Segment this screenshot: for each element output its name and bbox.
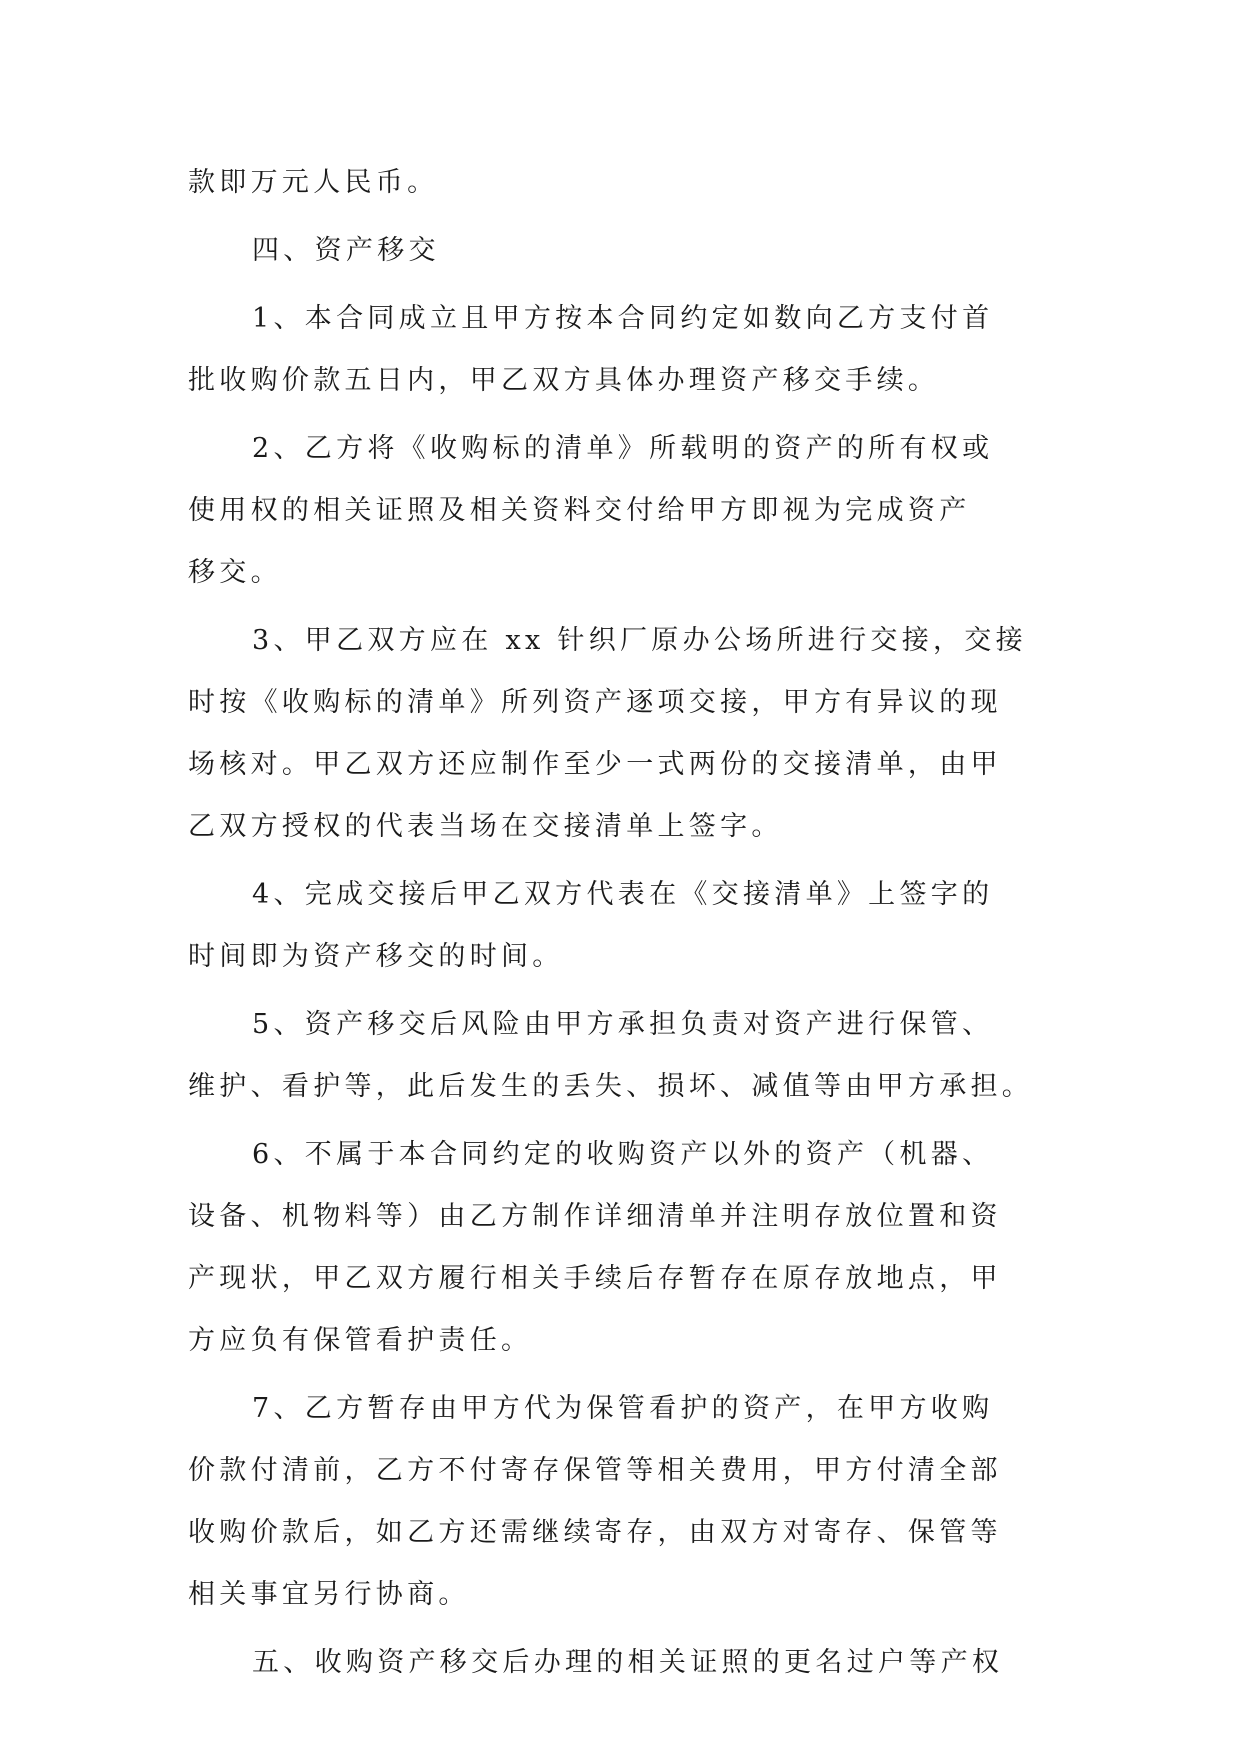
document-body	[188, 152, 1052, 1694]
text-line: 5、资产移交后风险由甲方承担负责对资产进行保管、	[252, 1009, 994, 1040]
text-line: 时间即为资产移交的时间。	[188, 941, 564, 972]
text-line: 6、不属于本合同约定的收购资产以外的资产（机器、	[252, 1139, 994, 1170]
text-line: 收购价款后，如乙方还需继续寄存，由双方对寄存、保管等	[188, 1517, 1002, 1548]
text-line: 1、本合同成立且甲方按本合同约定如数向乙方支付首	[252, 303, 994, 334]
text-line: 设备、机物料等）由乙方制作详细清单并注明存放位置和资	[188, 1201, 1002, 1232]
text-line: 2、乙方将《收购标的清单》所载明的资产的所有权或	[252, 433, 994, 464]
text-line: 使用权的相关证照及相关资料交付给甲方即视为完成资产	[188, 495, 971, 526]
text-line: 相关事宜另行协商。	[188, 1579, 470, 1610]
text-line: 移交。	[188, 557, 282, 588]
text-line: 3、甲乙双方应在 xx 针织厂原办公场所进行交接，交接	[252, 625, 1027, 656]
text-line: 方应负有保管看护责任。	[188, 1325, 533, 1356]
text-line: 乙双方授权的代表当场在交接清单上签字。	[188, 811, 783, 842]
section-heading: 四、资产移交	[252, 235, 440, 266]
text-line: 款即万元人民币。	[188, 167, 439, 198]
text-line: 价款付清前，乙方不付寄存保管等相关费用，甲方付清全部	[188, 1455, 1002, 1486]
section-heading: 五、收购资产移交后办理的相关证照的更名过户等产权	[252, 1647, 1004, 1678]
text-line: 4、完成交接后甲乙双方代表在《交接清单》上签字的	[252, 879, 994, 910]
text-line: 产现状，甲乙双方履行相关手续后存暂存在原存放地点，甲	[188, 1263, 1002, 1294]
text-line: 时按《收购标的清单》所列资产逐项交接，甲方有异议的现	[188, 687, 1002, 718]
text-line: 场核对。甲乙双方还应制作至少一式两份的交接清单，由甲	[188, 749, 1002, 780]
text-line: 维护、看护等，此后发生的丢失、损坏、减值等由甲方承担。	[188, 1071, 1034, 1102]
text-line: 7、乙方暂存由甲方代为保管看护的资产，在甲方收购	[252, 1393, 994, 1424]
text-line: 批收购价款五日内，甲乙双方具体办理资产移交手续。	[188, 365, 940, 396]
